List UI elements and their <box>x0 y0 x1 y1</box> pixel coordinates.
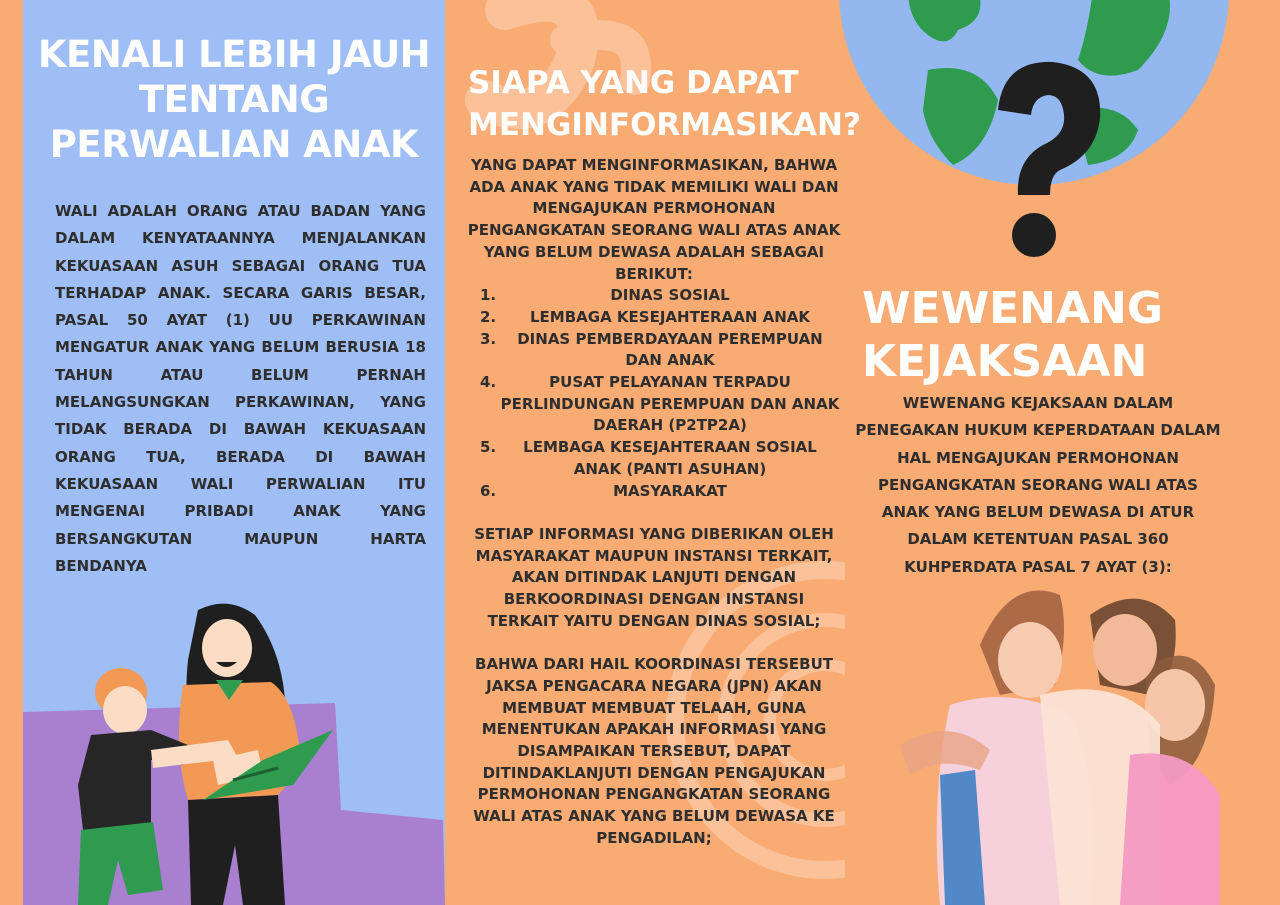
right-title-line: KEJAKSAAN <box>862 336 1148 387</box>
family-hug-watercolor-illustration <box>860 575 1280 905</box>
middle-intro: YANG DAPAT MENGINFORMASIKAN, BAHWA ADA ANAK YANG TIDAK MEMILIKI WALI DAN MENGAJUKAN PERMOHONAN PENGANGKATAN SEORANG WALI ATAS ANAK YANG BELUM DEWASA ADALAH SEBAGAI BERIKUT: <box>467 156 841 283</box>
left-title-line: KENALI LEBIH JAUH <box>37 33 431 76</box>
list-item-number: 1. <box>480 286 497 305</box>
left-title-line: TENTANG <box>138 78 330 121</box>
list-item-number: 5. <box>480 438 497 457</box>
list-item-text: DINAS SOSIAL <box>610 286 730 305</box>
middle-panel-title <box>468 62 861 146</box>
left-panel-body: WALI ADALAH ORANG ATAU BADAN YANG DALAM KENYATAANNYA MENJALANKAN KEKUASAAN ASUH SEBAGAI ORANG TUA TERHADAP ANAK. SECARA GARIS BESAR, PASAL 50 AYAT (1) UU PERKAWINAN MENGATUR ANAK YANG BELUM BERUSIA 18 TAHUN ATAU BELUM PERNAH MELANGSUNGKAN PERKAWINAN, YANG TIDAK BERADA DI BAWAH KEKUASAAN ORANG TUA, BERADA DI BAWAH KEKUASAAN WALI PERWALIAN ITU MENGENAI PRIBADI ANAK YANG BERSANGKUTAN MAUPUN HARTA BENDANYA <box>55 202 426 575</box>
middle-paragraph-2: SETIAP INFORMASI YANG DIBERIKAN OLEH MASYARAKAT MAUPUN INSTANSI TERKAIT, AKAN DITINDAK LANJUTI DENGAN BERKOORDINASI DENGAN INSTANSI TERKAIT YAITU DENGAN DINAS SOSIAL; <box>474 524 834 630</box>
right-title-line: WEWENANG <box>862 283 1163 334</box>
right-panel-title <box>862 282 1262 388</box>
list-item-number: 4. <box>480 373 497 392</box>
left-panel <box>23 0 445 905</box>
right-panel-body: WEWENANG KEJAKSAAN DALAM PENEGAKAN HUKUM KEPERDATAAN DALAM HAL MENGAJUKAN PERMOHONAN PENGANGKATAN SEORANG WALI ATAS ANAK YANG BELUM DEWASA DI ATUR DALAM KETENTUAN PASAL 360 KUHPERDATA PASAL 7 AYAT (3): <box>855 394 1221 576</box>
list-item <box>466 481 842 503</box>
list-item-text: DINAS PEMBERDAYAAN PEREMPUAN DAN ANAK <box>517 329 823 370</box>
middle-panel-body <box>466 155 842 849</box>
woman-reading-to-child-illustration <box>23 590 445 905</box>
middle-title-line: SIAPA YANG DAPAT <box>468 65 799 101</box>
middle-paragraph-3: BAHWA DARI HAIL KOORDINASI TERSEBUT JAKSA PENGACARA NEGARA (JPN) AKAN MEMBUAT MEMBUAT TELAAH, GUNA MENENTUKAN APAKAH INFORMASI YANG DISAMPAIKAN TERSEBUT, DAPAT DITINDAKLANJUTI DENGAN PENGAJUKAN PERMOHONAN PENGANGKATAN SEORANG WALI ATAS ANAK YANG BELUM DEWASA KE PENGADILAN; <box>473 655 835 847</box>
list-item-number: 6. <box>480 481 497 500</box>
list-item-number: 2. <box>480 307 497 326</box>
left-panel-title <box>23 32 445 167</box>
list-item-text: PUSAT PELAYANAN TERPADU PERLINDUNGAN PEREMPUAN DAN ANAK DAERAH (P2TP2A) <box>500 373 840 435</box>
list-item <box>466 329 842 372</box>
list-item-number: 3. <box>480 329 497 348</box>
list-item <box>466 307 842 329</box>
list-item <box>466 372 842 437</box>
list-item-text: MASYARAKAT <box>613 481 727 500</box>
middle-title-line: MENGINFORMASIKAN? <box>468 107 861 143</box>
globe-question-mark-icon <box>838 0 1230 265</box>
list-item <box>466 437 842 480</box>
list-item <box>466 285 842 307</box>
list-item-text: LEMBAGA KESEJAHTERAAN SOSIAL ANAK (PANTI ASUHAN) <box>523 438 817 478</box>
list-item-text: LEMBAGA KESEJAHTERAAN ANAK <box>530 307 810 326</box>
informant-list <box>466 285 842 502</box>
left-title-line: PERWALIAN ANAK <box>49 123 419 166</box>
